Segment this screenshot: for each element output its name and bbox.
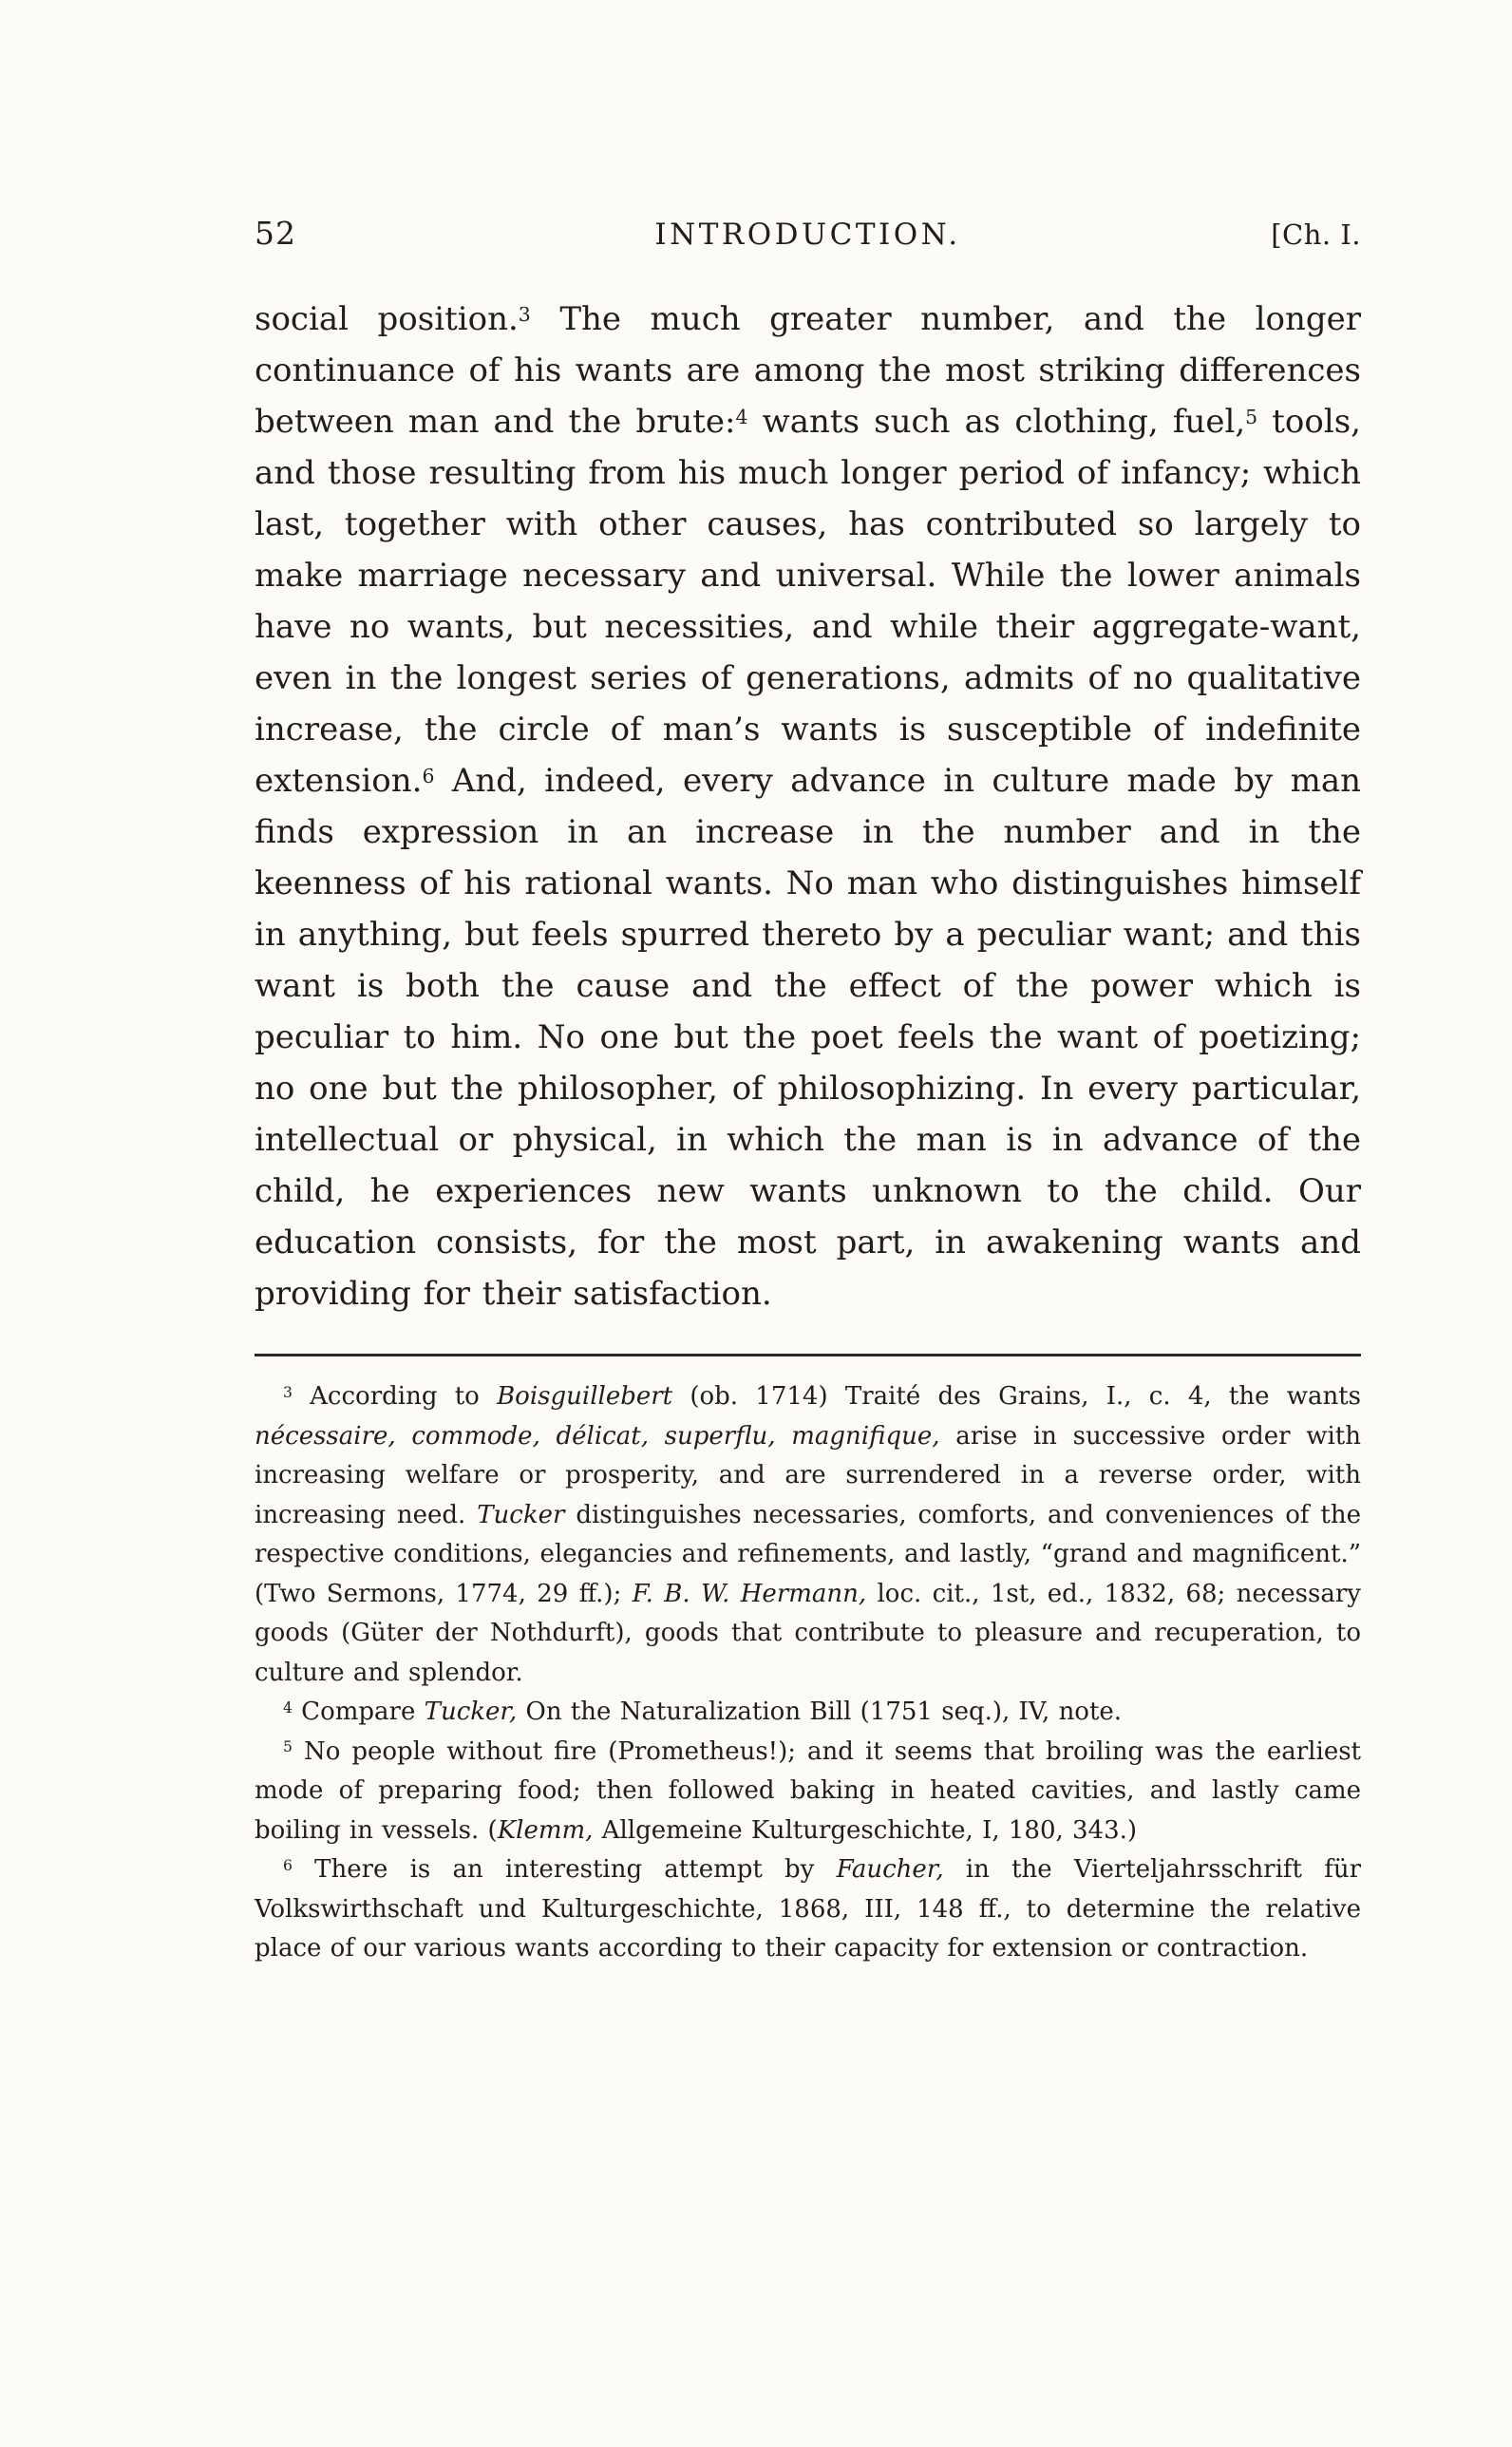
- page-content: [255, 0, 1361, 1969]
- page-header: [255, 215, 1361, 252]
- footnote-6: $^6$ There is an interesting attempt by Faucher, in the Vierteljahrsschrift für Volkswirthschaft und Kulturgeschichte, 1868, III, 148 ff., to determine the relative place of our various wants according to their capacity for extension or contraction.: [255, 1855, 1361, 1963]
- footnote-5: $^5$ No people without fire (Prometheus!); and it seems that broiling was the earliest mode of preparing food; then followed baking in heated cavities, and lastly came boiling in vessels. (Klemm, Allgemeine Kulturgeschichte, I, 180, 343.): [255, 1736, 1361, 1845]
- page-number: 52: [255, 215, 296, 252]
- footnote-3: $^3$ According to Boisguillebert (ob. 1714) Traité des Grains, I., c. 4, the wants nécessaire, commode, délicat, superflu, magnifique, arise in successive order with increasing welfare or prosperity, and are surrendered in a reverse order, with increasing need. Tucker distinguishes necessaries, comforts, and conveniences of the respective conditions, elegancies and refinements, and lastly, “grand and magnificent.” (Two Sermons, 1774, 29 ff.); F. B. W. Hermann, loc. cit., 1st, ed., 1832, 68; necessary goods (Güter der Nothdurft), goods that contribute to pleasure and recuperation, to culture and splendor.: [255, 1382, 1361, 1687]
- chapter-marker: [Ch. I.: [1271, 218, 1361, 251]
- footnotes-section: [255, 1356, 1361, 1969]
- footnote-4: $^4$ Compare Tucker, On the Naturalization Bill (1751 seq.), IV, note.: [283, 1698, 1123, 1726]
- main-text: [255, 294, 1361, 1319]
- body-paragraph: social position.$^3$ The much greater number, and the longer continuance of his wants are among the most striking differences between man and the brute:$^4$ wants such as clothing, fuel,$^5$ tools, and those resulting from his much longer period of infancy; which last, together with other causes, has contributed so largely to make marriage necessary and universal. While the lower animals have no wants, but necessities, and while their aggregate-want, even in the longest series of generations, admits of no qualitative increase, the circle of man’s wants is susceptible of indefinite extension.$^6$ And, indeed, every advance in culture made by man finds expression in an increase in the number and in the keenness of his rational wants. No man who distinguishes himself in anything, but feels spurred thereto by a peculiar want; and this want is both the cause and the effect of the power which is peculiar to him. No one but the poet feels the want of poetizing; no one but the philosopher, of philosophizing. In every particular, intellectual or physical, in which the man is in advance of the child, he experiences new wants unknown to the child. Our education consists, for the most part, in awakening wants and providing for their satisfaction.: [255, 300, 1361, 1313]
- running-title: INTRODUCTION.: [654, 218, 961, 252]
